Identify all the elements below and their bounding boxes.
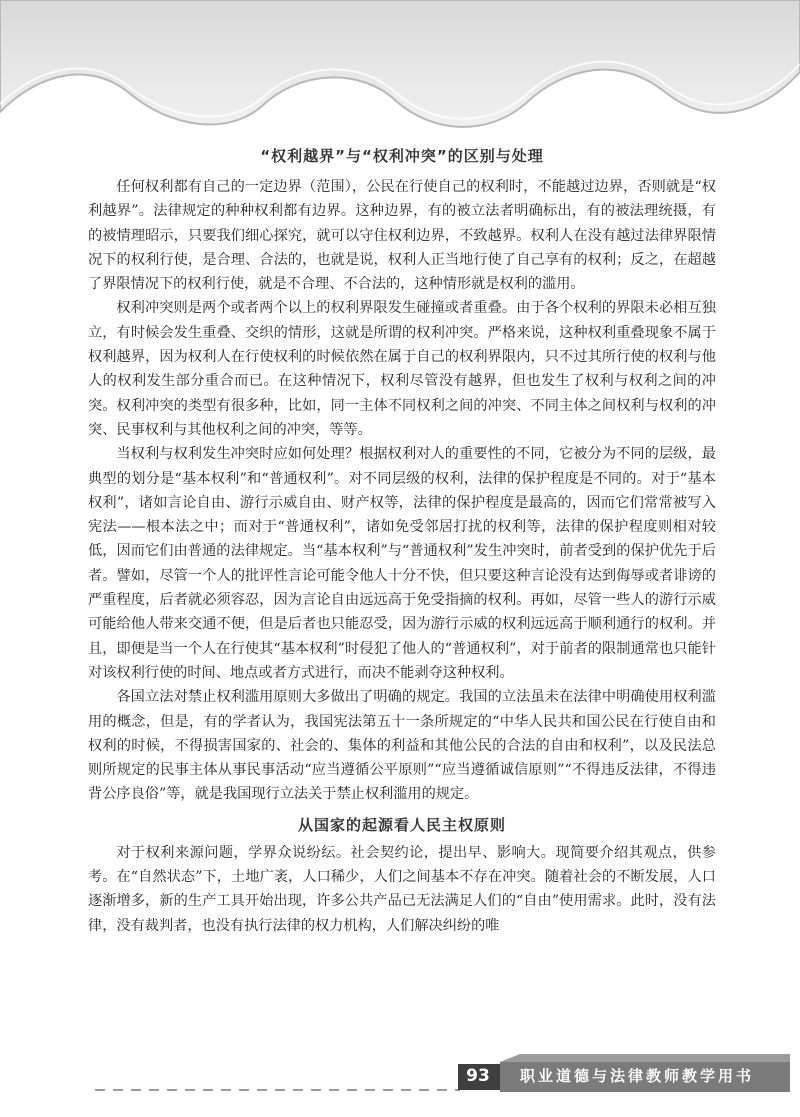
page-content bbox=[88, 140, 716, 938]
page-number: 93 bbox=[466, 1066, 490, 1086]
section-title-popular-sovereignty: 从国家的起源看人民主权原则 bbox=[297, 815, 506, 834]
paragraph: 对于权利来源问题，学界众说纷纭。社会契约论，提出早、影响大。现简要介绍其观点，供参考。在“自然状态”下，土地广袤，人口稀少，人们之间基本不存在冲突。随着社会的不断发展，人口逐渐增多，新的生产工具开始出现，许多公共产品已无法满足人们的“自由”使用需求。此时，没有法律，没有裁判者，也没有执行法律的权力机构，人们解决纠纷的唯 bbox=[88, 844, 716, 934]
paragraph: 当权利与权利发生冲突时应如何处理？根据权利对人的重要性的不同，它被分为不同的层级，最典型的划分是“基本权利”和“普通权利”。对不同层级的权利，法律的保护程度是不同的。对于“基本权利”，诸如言论自由、游行示威自由、财产权等，法律的保护程度是最高的，因而它们常常被写入宪法——根本法之中；而对于“普通权利”，诸如免受邻居打扰的权利等，法律的保护程度则相对较低，因而它们由普通的法律规定。当“基本权利”与“普通权利”发生冲突时，前者受到的保护优先于后者。譬如，尽管一个人的批评性言论可能令他人十分不快，但只要这种言论没有达到侮辱或者诽谤的严重程度，后者就必须容忍，因为言论自由远远高于免受指摘的权利。再如，尽管一些人的游行示威可能给他人带来交通不便，但是后者也只能忍受，因为游行示威的权利远远高于顺利通行的权利。并且，即便是当一个人在行使其“基本权利”时侵犯了他人的“普通权利”，对于前者的限制通常也只能针对该权利行使的时间、地点或者方式进行，而决不能剥夺这种权利。 bbox=[88, 446, 716, 681]
wavy-header-banner bbox=[0, 0, 800, 140]
book-title: 职业道德与法律教师教学用书 bbox=[520, 1067, 755, 1085]
paragraph: 任何权利都有自己的一定边界（范围），公民在行使自己的权利时，不能越过边界，否则就是“权利越界”。法律规定的种种权利都有边界。这种边界，有的被立法者明确标出，有的被法理统摄，有的被情理昭示，只要我们细心探究，就可以守住权利边界，不致越界。权利人在没有越过法律界限情况下的权利行使，是合理、合法的，也就是说，权利人正当地行使了自己享有的权利；反之，在超越了界限情况下的权利行使，就是不合理、不合法的，这种情形就是权利的滥用。 bbox=[88, 179, 716, 293]
section-title-rights-boundary: “权利越界”与“权利冲突”的区别与处理 bbox=[260, 147, 544, 165]
paragraph: 权利冲突则是两个或者两个以上的权利界限发生碰撞或者重叠。由于各个权利的界限未必相互独立，有时候会发生重叠、交织的情形，这就是所谓的权利冲突。严格来说，这种权利重叠现象不属于权利越界，因为权利人在行使权利的时候依然在属于自己的权利界限内，只不过其所行使的权利与他人的权利发生部分重合而已。在这种情况下，权利尽管没有越界，但也发生了权利与权利之间的冲突。权利冲突的类型有很多种，比如，同一主体不同权利之间的冲突、不同主体之间权利与权利的冲突、民事权利与其他权利之间的冲突，等等。 bbox=[88, 300, 716, 438]
paragraph: 各国立法对禁止权利滥用原则大多做出了明确的规定。我国的立法虽未在法律中明确使用权利滥用的概念，但是，有的学者认为，我国宪法第五十一条所规定的“中华人民共和国公民在行使自由和权利的时候，不得损害国家的、社会的、集体的利益和其他公民的合法的自由和权利”，以及民法总则所规定的民事主体从事民事活动“应当遵循公平原则”“应当遵循诚信原则”“不得违反法律，不得违背公序良俗”等，就是我国现行立法关于禁止权利滥用的规定。 bbox=[88, 689, 716, 803]
